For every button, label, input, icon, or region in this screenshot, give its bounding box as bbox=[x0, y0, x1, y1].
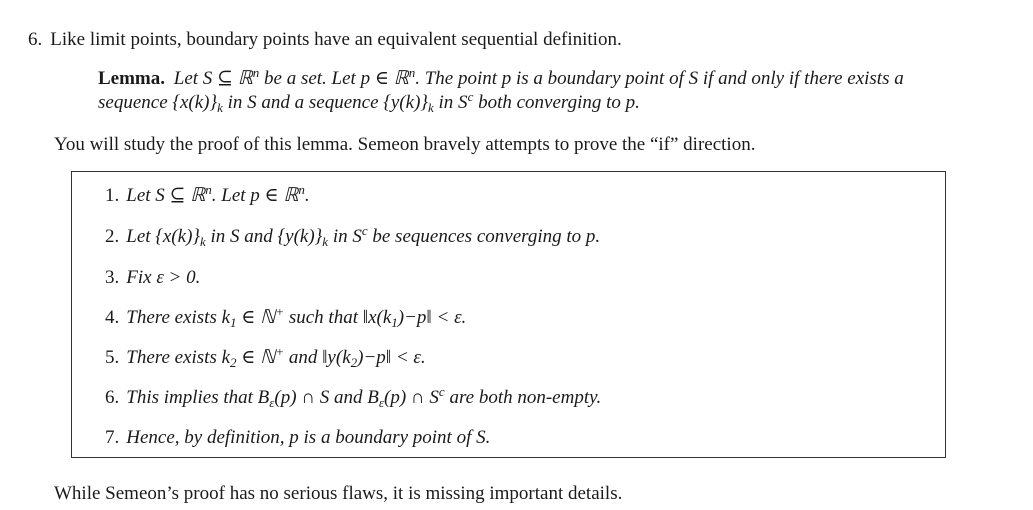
study-instructions: You will study the proof of this lemma. Semeon bravely attempts to prove the “if” direction. bbox=[54, 134, 756, 155]
closing-remark: While Semeon’s proof has no serious flaws, it is missing important details. bbox=[54, 483, 623, 504]
problem-text: Like limit points, boundary points have an equivalent sequential definition. bbox=[50, 29, 622, 50]
proof-box bbox=[71, 171, 946, 458]
lemma-block bbox=[98, 67, 958, 115]
proof-line-7: 7. Hence, by definition, p is a boundary point of S. bbox=[105, 427, 491, 448]
proof-line-6: 6. This implies that $B_\varepsilon(p)$ ∩ S and $B_\varepsilon(p)$ ∩ $S^c$ are both non-empty. bbox=[105, 384, 602, 410]
proof-line-1: 1. Let S ⊆ ℝ$^n$. Let p ∈ ℝ$^n$. bbox=[105, 182, 310, 206]
proof-line-5: 5. There exists $k_2$ ∈ ℕ+ and $‖y(k_2)-p‖ < \varepsilon$. bbox=[105, 344, 426, 370]
proof-line-3: 3. Fix ε > 0. bbox=[105, 267, 201, 288]
lemma-label: Lemma. bbox=[98, 68, 166, 89]
proof-line-2: 2. Let $\{x(k)\}_k$ in S and $\{y(k)\}_k$ in $S^c$ be sequences converging to p. bbox=[105, 223, 601, 249]
lemma-statement: Let S ⊆ ℝ$^n$ be a set. Let p ∈ ℝ$^n$. The point p is a boundary point of S if and only if there exists a sequence $\{x(k)\}_k$ in S and a sequence $\{y(k)\}_k$ in $S^c$ both converging to p. bbox=[98, 65, 904, 115]
problem-statement bbox=[28, 27, 622, 53]
problem-number: 6. bbox=[28, 29, 43, 50]
proof-line-4: 4. There exists $k_1$ ∈ ℕ+ such that $‖x(k_1)-p‖ < \varepsilon$. bbox=[105, 304, 467, 330]
